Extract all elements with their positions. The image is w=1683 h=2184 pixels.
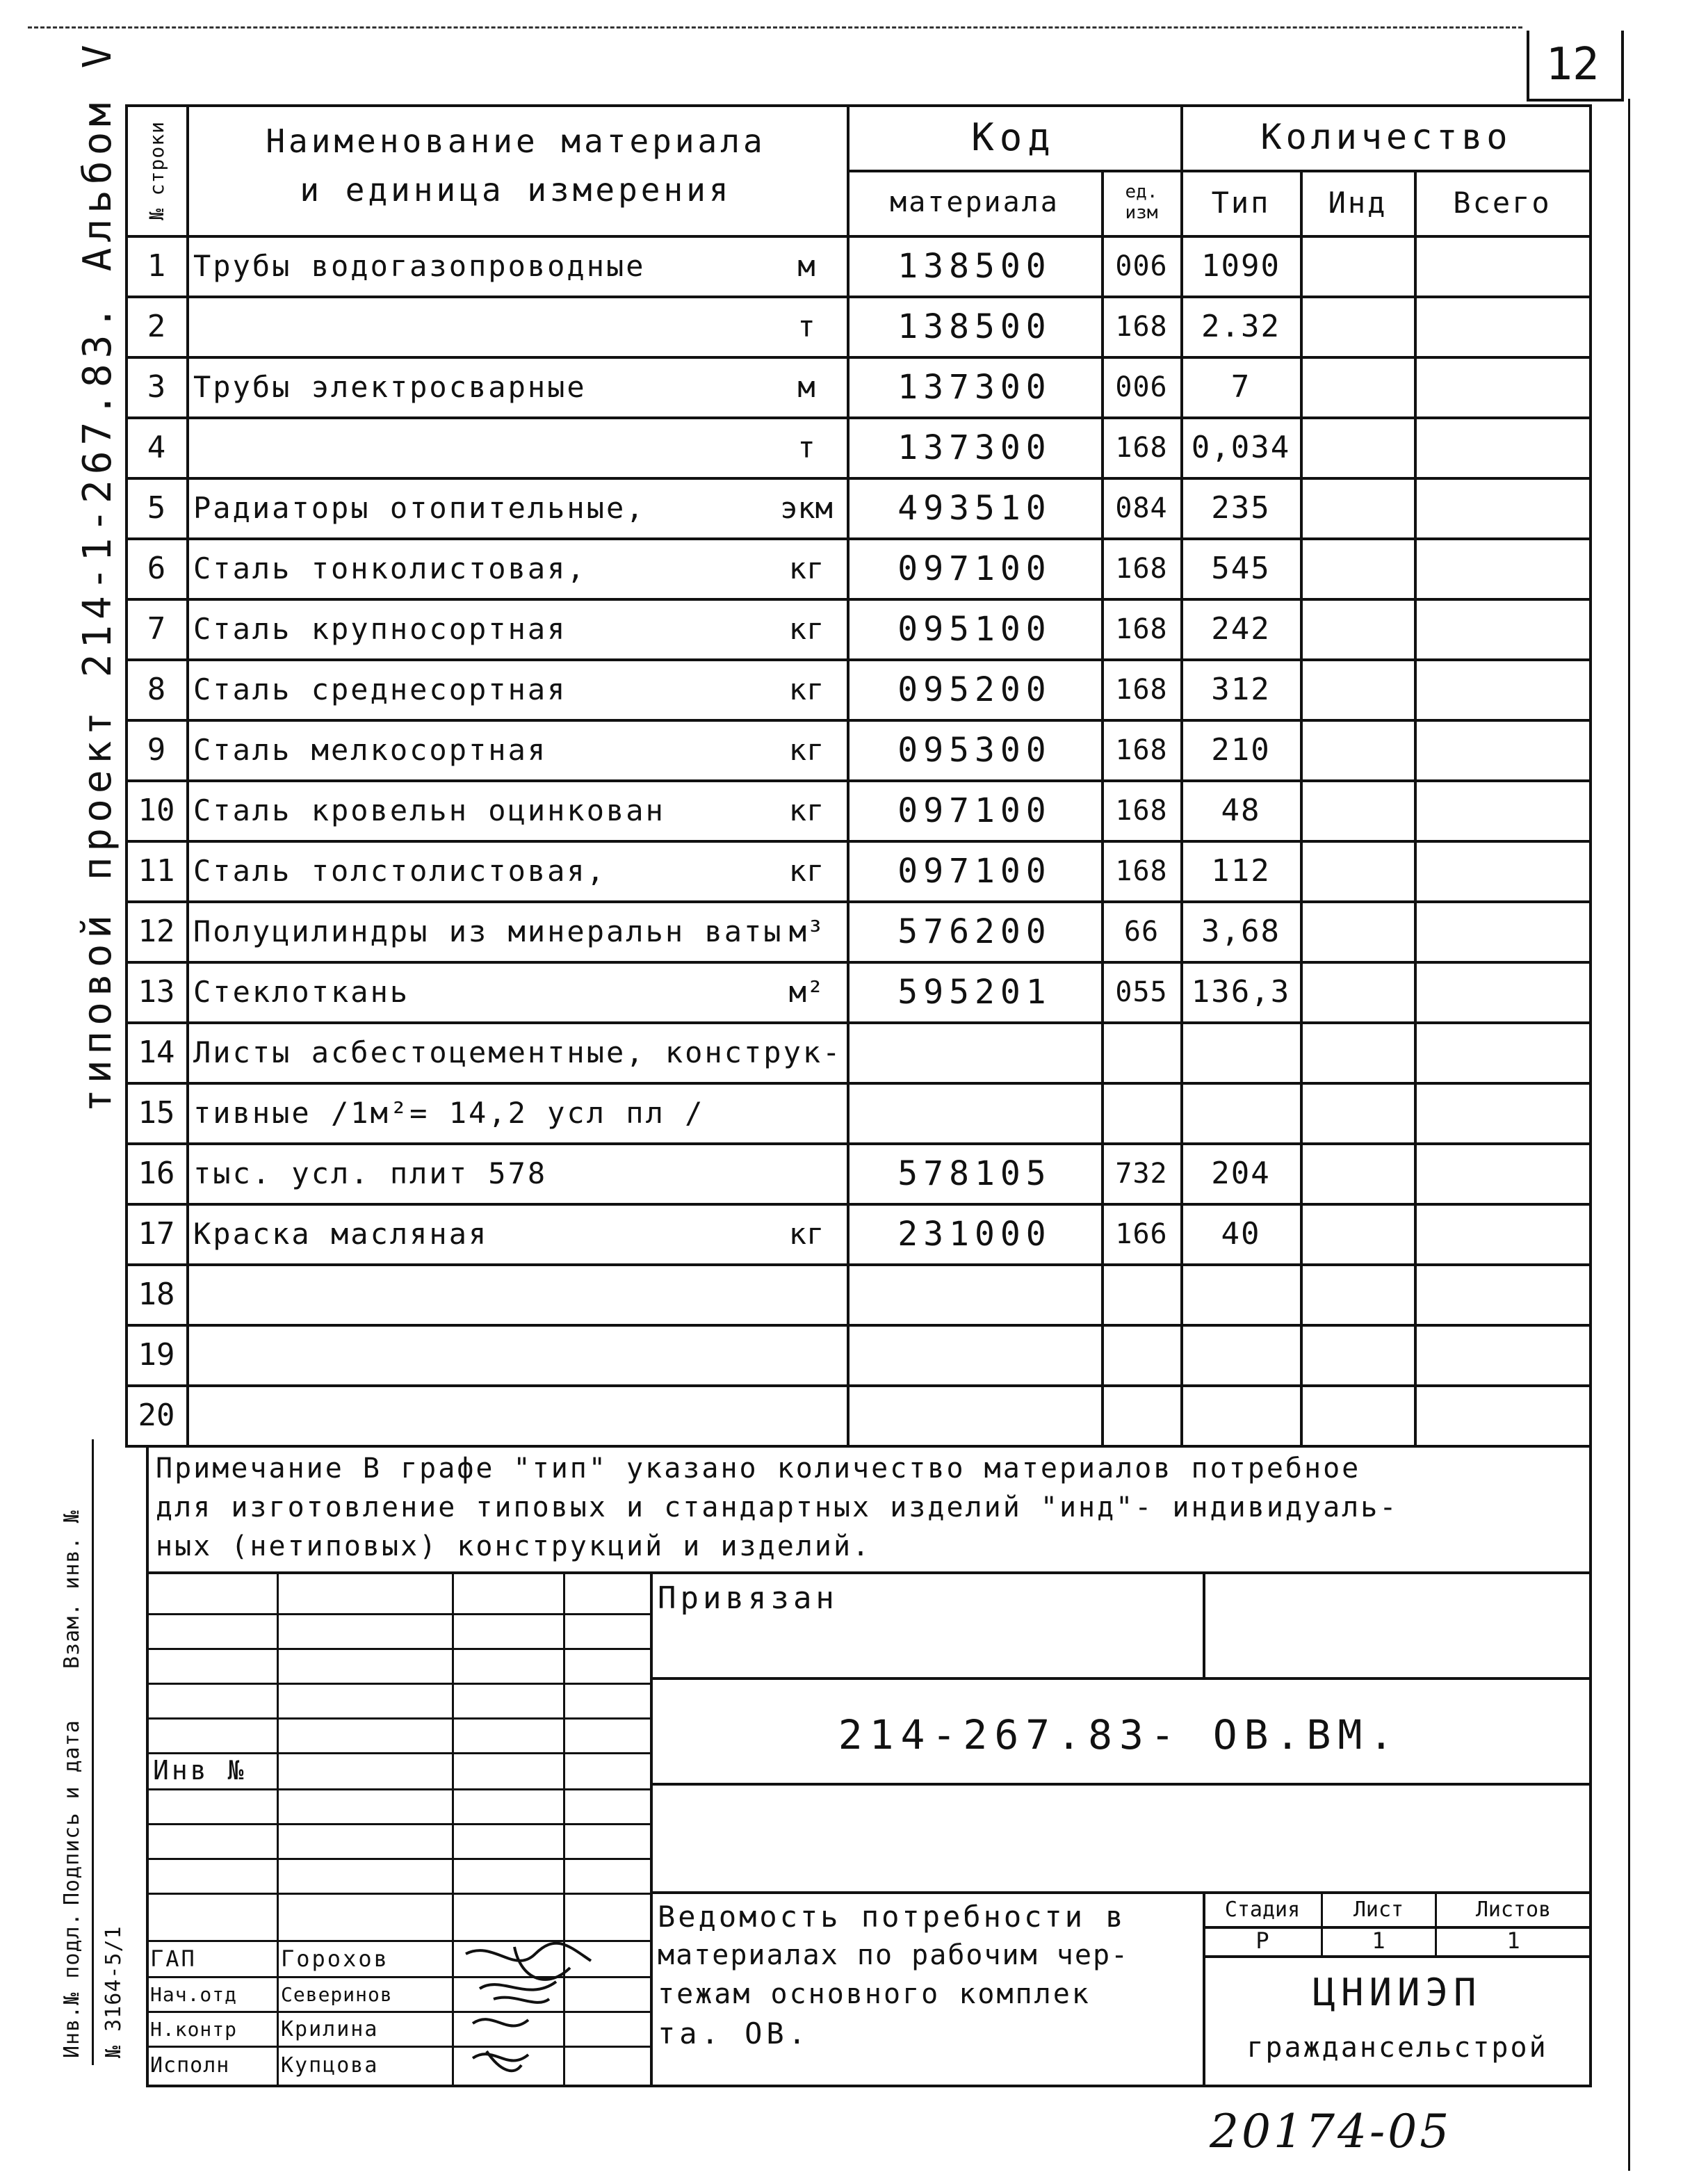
note-line-2: для изготовление типовых и стандартных изделий "инд"- индивидуаль- [156, 1491, 1399, 1523]
row-unit: кг [788, 612, 824, 646]
row-qty-total [1417, 359, 1588, 415]
row-unit-code: 084 [1115, 492, 1168, 524]
row-qty-typ: 1090 [1201, 248, 1280, 284]
signer-role-2: Нач.отд [150, 1982, 238, 2006]
row-qty-ind [1303, 1085, 1413, 1141]
row-unit-code: 168 [1115, 613, 1168, 645]
side-stamp-inv-orig: Инв.№ подл. [60, 1912, 84, 2058]
header-name-line2: и единица измерения [300, 171, 732, 209]
row-unit-code: 006 [1115, 371, 1168, 403]
row-material-code [849, 1327, 1100, 1383]
row-unit: кг [788, 793, 824, 827]
row-material-code: 137300 [897, 367, 1052, 407]
row-qty-typ: 210 [1211, 732, 1271, 768]
row-unit-code: 055 [1115, 976, 1168, 1008]
row-unit-code [1104, 1085, 1179, 1141]
row-material-code: 097100 [897, 549, 1052, 588]
row-number: 13 [138, 974, 175, 1010]
row-qty-typ: 40 [1221, 1216, 1261, 1252]
row-qty-ind [1303, 298, 1413, 355]
row-qty-typ [1183, 1327, 1299, 1383]
row-material-code: 138500 [897, 246, 1052, 286]
row-material-code: 138500 [897, 307, 1052, 346]
header-typ: Тип [1211, 185, 1271, 220]
row-material-code: 578105 [897, 1154, 1052, 1193]
doc-code: 214-267.83- ОВ.ВМ. [838, 1711, 1401, 1758]
row-qty-total [1417, 843, 1588, 899]
row-number: 10 [138, 793, 175, 828]
row-qty-ind [1303, 601, 1413, 657]
side-stamp-inv-number: № 3164-5/1 [101, 1925, 126, 2058]
row-qty-typ: 2.32 [1201, 309, 1280, 344]
privyazan-label: Привязан [658, 1580, 838, 1616]
row-name: Полуцилиндры из минеральн ваты [193, 914, 783, 948]
header-unit: ед. изм [1125, 181, 1158, 223]
row-number: 20 [138, 1398, 175, 1433]
row-name: Трубы водогазопроводные [193, 249, 646, 283]
doc-title-line-3: тежам основного комплек [658, 1978, 1091, 2010]
row-material-code: 231000 [897, 1214, 1052, 1254]
signer-name-1: Горохов [281, 1946, 389, 1972]
row-number: 1 [147, 248, 166, 284]
row-name: Стеклоткань [193, 975, 410, 1009]
row-number: 6 [147, 551, 166, 586]
header-quantity: Количество [1260, 117, 1512, 157]
header-material: материала [890, 186, 1059, 218]
row-number: 19 [138, 1337, 175, 1373]
signer-role-4: Исполн [150, 2053, 230, 2078]
row-qty-ind [1303, 419, 1413, 476]
row-unit [770, 1085, 843, 1141]
side-stamp-sign-date: Подпись и дата [60, 1720, 84, 1905]
row-unit: м [797, 249, 815, 283]
side-title: типовой проект 214-1-267.83. Альбом V [75, 39, 120, 1113]
row-unit-code: 732 [1115, 1157, 1168, 1190]
org-line-2: граждансельстрой [1246, 2032, 1548, 2064]
signer-role-3: Н.контр [150, 2017, 238, 2041]
row-unit-code: 168 [1115, 734, 1168, 766]
row-number: 8 [147, 672, 166, 707]
row-qty-total [1417, 1024, 1588, 1081]
row-material-code [849, 1024, 1100, 1081]
row-unit-code: 168 [1115, 794, 1168, 827]
row-name: Сталь тонколистовая, [193, 551, 587, 585]
row-material-code: 493510 [897, 488, 1052, 528]
row-unit: т [797, 430, 815, 464]
org-line-1: ЦНИИЭП [1312, 1970, 1482, 2014]
sheets-value: 1 [1506, 1927, 1520, 1954]
row-unit-code [1104, 1387, 1179, 1443]
row-qty-typ [1183, 1024, 1299, 1081]
row-unit: кг [788, 854, 824, 888]
right-frame-line [1628, 99, 1630, 2171]
row-qty-typ [1183, 1085, 1299, 1141]
top-border [28, 26, 1522, 29]
signer-name-3: Крилина [281, 2016, 379, 2041]
row-qty-ind [1303, 722, 1413, 778]
row-material-code: 097100 [897, 851, 1052, 891]
row-qty-ind [1303, 480, 1413, 536]
sheet-value: 1 [1372, 1927, 1385, 1954]
row-qty-typ [1183, 1266, 1299, 1322]
row-qty-total [1417, 661, 1588, 718]
row-number: 14 [138, 1035, 175, 1070]
row-qty-total [1417, 1206, 1588, 1262]
row-qty-total [1417, 540, 1588, 597]
row-qty-ind [1303, 1206, 1413, 1262]
row-qty-ind [1303, 238, 1413, 294]
stage-label: Стадия [1224, 1897, 1301, 1922]
row-unit-code: 006 [1115, 250, 1168, 282]
header-row-no: № строки [145, 120, 168, 220]
row-unit [770, 1266, 843, 1322]
row-name [193, 1387, 770, 1443]
row-unit-code: 166 [1115, 1218, 1168, 1250]
note-line-3: ных (нетиповых) конструкций и изделий. [156, 1530, 872, 1562]
header-ind: Инд [1328, 185, 1388, 220]
row-unit-code: 168 [1115, 552, 1168, 585]
row-qty-total [1417, 964, 1588, 1020]
side-stamp-vzam-inv: Взам. инв. № [60, 1510, 84, 1669]
row-qty-total [1417, 1327, 1588, 1383]
row-unit [770, 1024, 843, 1081]
row-number: 4 [147, 430, 166, 465]
row-unit-code: 168 [1115, 310, 1168, 343]
row-qty-ind [1303, 359, 1413, 415]
row-material-code: 137300 [897, 428, 1052, 467]
row-unit: м [797, 370, 815, 404]
row-qty-typ: 242 [1211, 611, 1271, 647]
sheets-label: Листов [1475, 1897, 1552, 1922]
footer-number: 20174-05 [1210, 2104, 1452, 2158]
row-name: Радиаторы отопительные, [193, 491, 646, 525]
row-qty-typ [1183, 1387, 1299, 1443]
row-unit-code [1104, 1327, 1179, 1383]
row-number: 7 [147, 611, 166, 647]
row-qty-typ: 136,3 [1191, 974, 1291, 1010]
row-number: 2 [147, 309, 166, 344]
signature-4 [473, 2051, 528, 2071]
row-unit: кг [788, 672, 824, 706]
row-qty-typ: 204 [1211, 1156, 1271, 1191]
row-qty-typ: 112 [1211, 853, 1271, 889]
row-qty-total [1417, 601, 1588, 657]
row-unit-code [1104, 1024, 1179, 1081]
signer-role-1: ГАП [150, 1946, 197, 1972]
row-name [193, 419, 770, 476]
row-qty-typ: 48 [1221, 793, 1261, 828]
row-number: 18 [138, 1277, 175, 1312]
row-material-code: 097100 [897, 791, 1052, 830]
row-number: 9 [147, 732, 166, 768]
row-name: Сталь среднесортная [193, 672, 567, 706]
side-stamp-line [92, 1439, 94, 2065]
row-qty-ind [1303, 1024, 1413, 1081]
row-number: 16 [138, 1156, 175, 1191]
row-qty-total [1417, 1145, 1588, 1202]
row-qty-total [1417, 298, 1588, 355]
row-unit: т [797, 309, 815, 343]
row-unit-code: 168 [1115, 855, 1168, 887]
row-qty-total [1417, 480, 1588, 536]
row-unit-code: 66 [1123, 915, 1160, 948]
row-material-code [849, 1387, 1100, 1443]
row-qty-ind [1303, 1145, 1413, 1202]
row-unit [770, 1145, 843, 1202]
row-number: 12 [138, 914, 175, 949]
row-qty-typ: 0,034 [1191, 430, 1291, 465]
row-qty-typ: 3,68 [1201, 914, 1280, 949]
row-qty-ind [1303, 903, 1413, 960]
row-name: тивные /1м²= 14,2 усл пл / [193, 1096, 705, 1130]
row-qty-typ: 7 [1230, 369, 1251, 405]
signer-name-4: Купцова [281, 2053, 379, 2078]
row-unit: кг [788, 551, 824, 585]
row-material-code: 095100 [897, 609, 1052, 649]
row-name: Сталь крупносортная [193, 612, 567, 646]
row-number: 11 [138, 853, 175, 889]
row-material-code: 576200 [897, 912, 1052, 951]
doc-title-line-2: материалах по рабочим чер- [658, 1939, 1130, 1971]
signature-1 [466, 1943, 591, 1980]
inv-no-label: Инв № [153, 1755, 247, 1786]
signature-3 [473, 2019, 528, 2025]
row-unit [770, 1327, 843, 1383]
row-name: Сталь мелкосортная [193, 733, 548, 767]
row-name: Сталь толстолистовая, [193, 854, 607, 888]
row-number: 3 [147, 369, 166, 405]
row-material-code [849, 1266, 1100, 1322]
page-number: 12 [1545, 39, 1600, 90]
row-qty-total [1417, 419, 1588, 476]
row-name: Листы асбестоцементные, конструк- [193, 1035, 843, 1069]
row-number: 15 [138, 1095, 175, 1131]
row-qty-ind [1303, 661, 1413, 718]
row-name: Трубы электросварные [193, 370, 587, 404]
header-name-line1: Наименование материала [266, 122, 766, 160]
row-material-code: 095200 [897, 670, 1052, 709]
row-qty-total [1417, 903, 1588, 960]
row-qty-total [1417, 1266, 1588, 1322]
row-name: Краска масляная [193, 1217, 489, 1251]
row-unit-code [1104, 1266, 1179, 1322]
row-qty-ind [1303, 540, 1413, 597]
row-name: тыс. усл. плит 578 [193, 1156, 548, 1190]
row-name: Сталь кровельн оцинкован [193, 793, 665, 827]
row-unit: м³ [788, 914, 824, 948]
header-total: Всего [1453, 185, 1552, 220]
row-qty-typ: 545 [1211, 551, 1271, 586]
row-name [193, 1266, 770, 1322]
sheet-label: Лист [1353, 1897, 1404, 1922]
row-material-code: 095300 [897, 730, 1052, 770]
row-unit-code: 168 [1115, 673, 1168, 706]
row-qty-ind [1303, 1387, 1413, 1443]
row-qty-total [1417, 1085, 1588, 1141]
row-qty-ind [1303, 782, 1413, 839]
note-line-1: Примечание В графе "тип" указано количество материалов потребное [156, 1453, 1361, 1485]
row-material-code: 595201 [897, 972, 1052, 1012]
row-number: 5 [147, 490, 166, 526]
row-number: 17 [138, 1216, 175, 1252]
row-material-code [849, 1085, 1100, 1141]
doc-title-line-1: Ведомость потребности в [658, 1899, 1126, 1934]
row-name [193, 1327, 770, 1383]
row-unit: кг [788, 733, 824, 767]
row-unit: кг [788, 1217, 824, 1251]
stage-value: Р [1255, 1927, 1269, 1954]
row-qty-ind [1303, 843, 1413, 899]
header-code: Код [971, 115, 1056, 159]
row-unit: м² [788, 975, 824, 1009]
doc-title-line-4: та. ОВ. [658, 2016, 811, 2050]
signatures [452, 1933, 647, 2086]
signer-name-2: Северинов [281, 1982, 393, 2006]
row-qty-typ: 312 [1211, 672, 1271, 707]
row-name [193, 298, 770, 355]
row-qty-ind [1303, 964, 1413, 1020]
row-qty-ind [1303, 1327, 1413, 1383]
row-qty-ind [1303, 1266, 1413, 1322]
signature-2 [480, 1982, 556, 2003]
row-qty-total [1417, 238, 1588, 294]
row-unit: экм [780, 491, 833, 525]
row-qty-total [1417, 1387, 1588, 1443]
row-qty-total [1417, 722, 1588, 778]
row-qty-typ: 235 [1211, 490, 1271, 526]
row-qty-total [1417, 782, 1588, 839]
row-unit [770, 1387, 843, 1443]
row-unit-code: 168 [1115, 431, 1168, 464]
